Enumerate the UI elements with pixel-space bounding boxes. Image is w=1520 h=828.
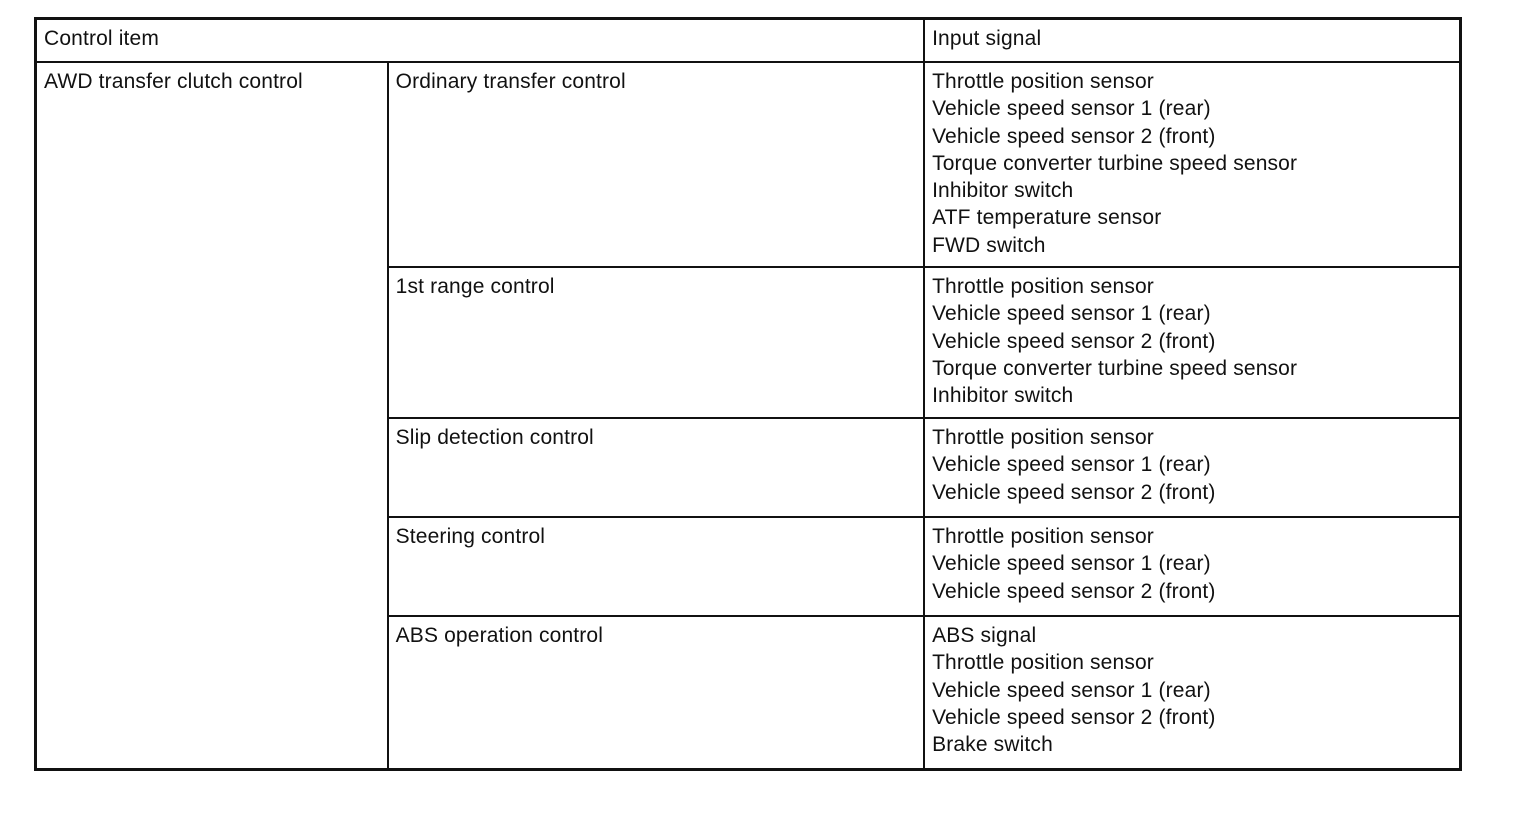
header-control-item: Control item: [36, 19, 925, 63]
signal-item: Throttle position sensor: [932, 651, 1154, 675]
signal-item: Vehicle speed sensor 2 (front): [932, 480, 1216, 504]
signal-item: Throttle position sensor: [932, 275, 1154, 298]
signal-item: Vehicle speed sensor 2 (front): [932, 579, 1216, 603]
signal-item: Vehicle speed sensor 1 (rear): [932, 302, 1211, 326]
control-cell: Steering control: [388, 517, 924, 616]
signal-item: Vehicle speed sensor 2 (front): [932, 705, 1216, 729]
signal-item: Vehicle speed sensor 1 (rear): [932, 453, 1211, 477]
control-input-table: [34, 17, 1462, 771]
control-cell: ABS operation control: [388, 616, 924, 770]
signal-item: Vehicle speed sensor 1 (rear): [932, 552, 1211, 576]
control-cell: Slip detection control: [388, 418, 924, 517]
signal-item: ATF temperature sensor: [932, 206, 1162, 230]
table-row: [36, 62, 1461, 267]
signal-item: Throttle position sensor: [932, 525, 1154, 548]
signal-item: Inhibitor switch: [932, 179, 1074, 203]
signal-item: Torque converter turbine speed sensor: [932, 356, 1298, 380]
header-input-signal: Input signal: [924, 19, 1460, 63]
signal-item: Torque converter turbine speed sensor: [932, 151, 1298, 175]
signal-item: Throttle position sensor: [932, 426, 1154, 449]
signal-item: Vehicle speed sensor 2 (front): [932, 124, 1216, 148]
control-cell: Ordinary transfer control: [388, 62, 924, 267]
signal-item: Vehicle speed sensor 2 (front): [932, 329, 1216, 353]
table-header-row: [36, 19, 1461, 63]
control-cell: 1st range control: [388, 267, 924, 418]
signal-cell: [924, 267, 1460, 418]
signal-item: ABS signal: [932, 624, 1037, 647]
group-label-awd-transfer-clutch-control: AWD transfer clutch control: [36, 62, 388, 770]
signal-item: Inhibitor switch: [932, 384, 1074, 408]
signal-cell: [924, 418, 1460, 517]
signal-item: Throttle position sensor: [932, 70, 1154, 93]
signal-item: Vehicle speed sensor 1 (rear): [932, 678, 1211, 702]
signal-cell: [924, 616, 1460, 770]
signal-cell: [924, 62, 1460, 267]
signal-item: FWD switch: [932, 233, 1046, 257]
signal-cell: [924, 517, 1460, 616]
signal-item: Brake switch: [932, 733, 1053, 757]
signal-item: Vehicle speed sensor 1 (rear): [932, 97, 1211, 121]
